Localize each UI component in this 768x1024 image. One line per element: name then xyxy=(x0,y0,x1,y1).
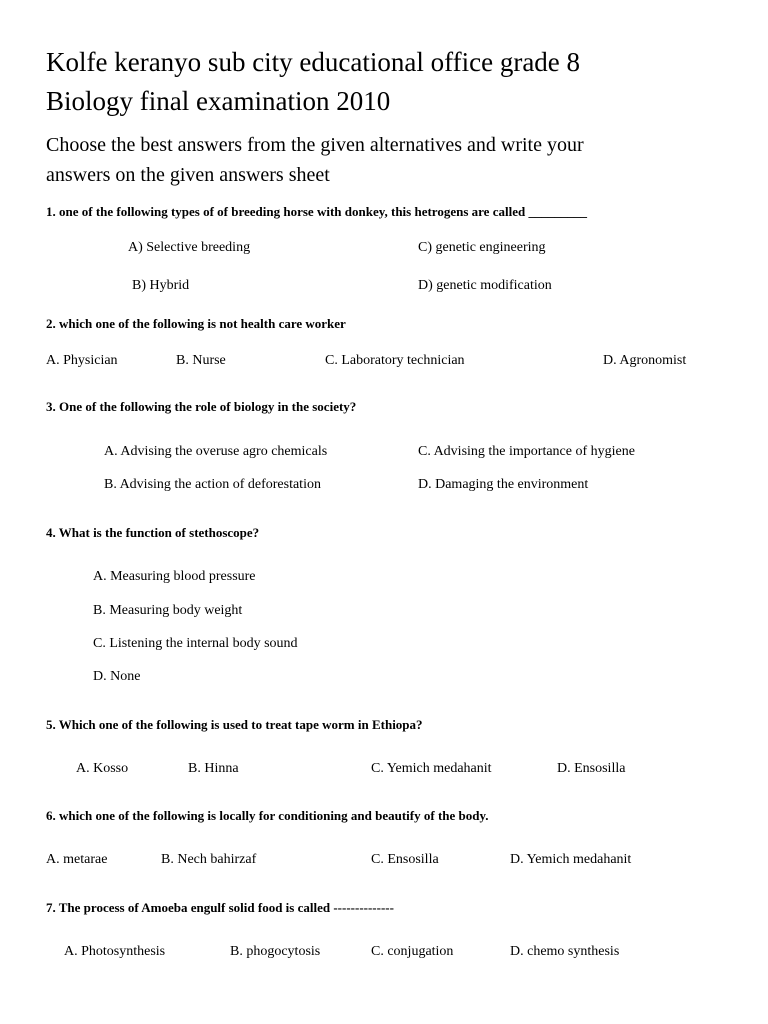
option-c: C. conjugation xyxy=(371,944,454,959)
question-text: 1. one of the following types of of breeding horse with donkey, this hetrogens are called _________ xyxy=(46,204,587,219)
option-b: B. phogocytosis xyxy=(230,944,321,959)
option-c: C. Laboratory technician xyxy=(325,353,465,368)
exam-title-line-2: Biology final examination 2010 xyxy=(46,86,391,116)
option-d: D. Damaging the environment xyxy=(418,477,589,492)
option-b: B. Advising the action of deforestation xyxy=(104,477,321,492)
question-text: 4. What is the function of stethoscope? xyxy=(46,525,260,540)
option-d: D. Yemich medahanit xyxy=(510,852,632,867)
question-text: 3. One of the following the role of biology in the society? xyxy=(46,399,357,414)
option-a: A. Photosynthesis xyxy=(64,944,166,959)
option-d: D) genetic modification xyxy=(418,278,552,293)
option-d: D. Ensosilla xyxy=(557,761,626,776)
option-c: C) genetic engineering xyxy=(418,240,546,255)
option-b: B. Hinna xyxy=(188,761,239,776)
option-b: B. Nurse xyxy=(176,353,226,368)
question-text: 2. which one of the following is not health care worker xyxy=(46,316,346,331)
question-text: 6. which one of the following is locally for conditioning and beautify of the body. xyxy=(46,808,489,823)
option-a: A. Advising the overuse agro chemicals xyxy=(104,444,328,459)
option-c: C. Yemich medahanit xyxy=(371,761,492,776)
option-c: C. Advising the importance of hygiene xyxy=(418,444,635,459)
instructions-line-1: Choose the best answers from the given alternatives and write your xyxy=(46,134,584,156)
option-a: A. metarae xyxy=(46,852,108,867)
option-b: B) Hybrid xyxy=(132,278,190,293)
option-d: D. Agronomist xyxy=(603,353,687,368)
option-d: D. chemo synthesis xyxy=(510,944,620,959)
instructions-line-2: answers on the given answers sheet xyxy=(46,164,330,186)
option-c: C. Ensosilla xyxy=(371,852,439,867)
option-c: C. Listening the internal body sound xyxy=(93,636,298,651)
option-a: A. Physician xyxy=(46,353,118,368)
exam-title-line-1: Kolfe keranyo sub city educational office grade 8 xyxy=(46,47,581,77)
option-a: A. Kosso xyxy=(76,761,129,776)
question-text: 7. The process of Amoeba engulf solid food is called -------------- xyxy=(46,900,394,915)
option-b: B. Measuring body weight xyxy=(93,603,243,618)
option-d: D. None xyxy=(93,669,141,684)
option-a: A) Selective breeding xyxy=(128,240,251,255)
option-a: A. Measuring blood pressure xyxy=(93,569,256,584)
question-text: 5. Which one of the following is used to treat tape worm in Ethiopa? xyxy=(46,717,423,732)
option-b: B. Nech bahirzaf xyxy=(161,852,257,867)
